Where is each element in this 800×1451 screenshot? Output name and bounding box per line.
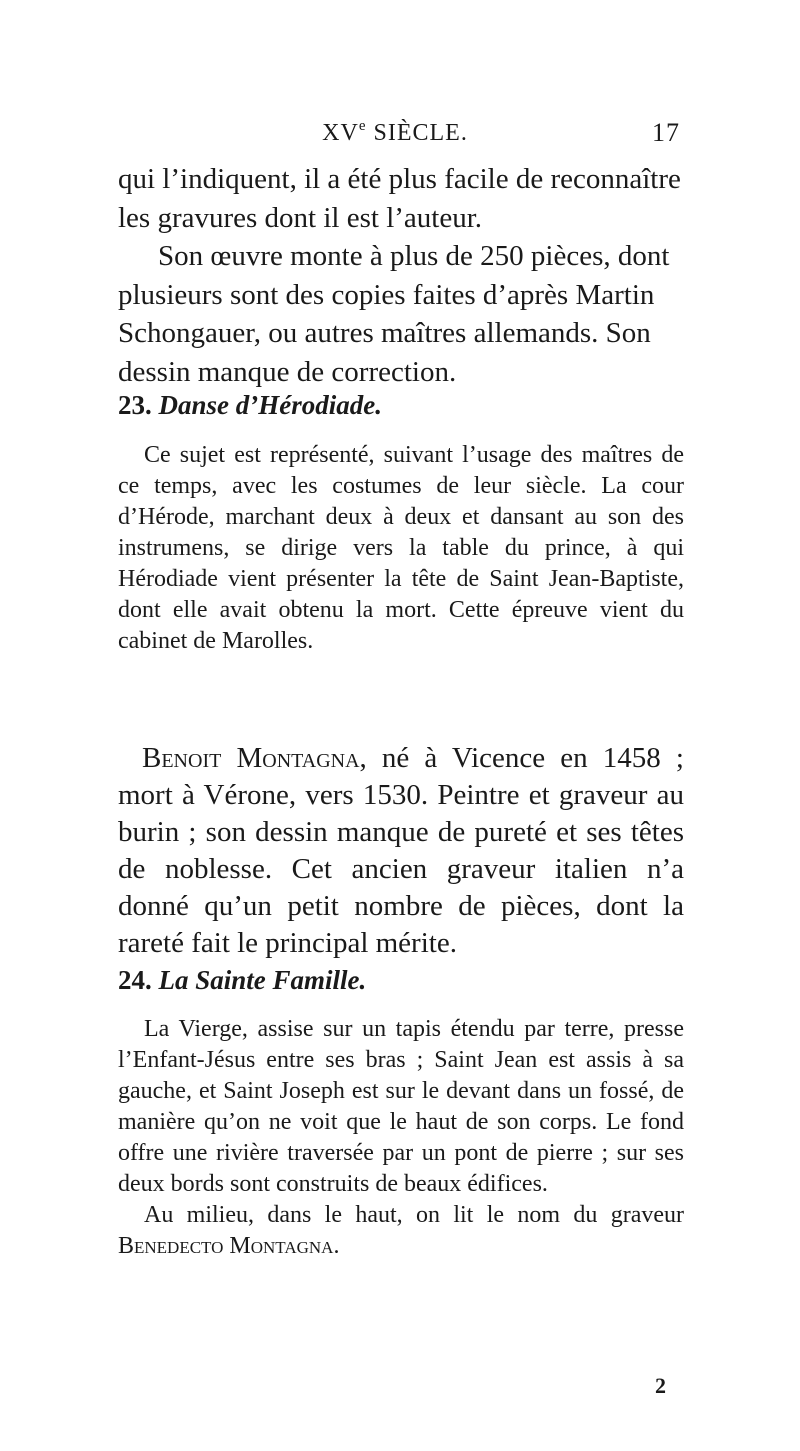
lead-paragraphs: [118, 160, 684, 391]
engraver-name: Benedecto Montagna: [118, 1233, 334, 1259]
running-title: XVe SIÈCLE.: [322, 118, 468, 146]
artist-biography: [118, 740, 684, 962]
biography-text: , né à Vicence en 1458 ; mort à Vérone, vers 1530. Peintre et graveur au burin ; son dessin manque de pureté et ses têtes de noblesse. Cet ancien graveur italien n’a donné qu’un petit nombre de pièces, dont la rareté fait le principal mérite.: [118, 742, 684, 959]
artist-name: Benoit Montagna: [142, 742, 360, 774]
continued-paragraph: qui l’indiquent, il a été plus facile de reconnaître les gravures dont il est l’auteur.: [118, 163, 681, 234]
oeuvre-paragraph: Son œuvre monte à plus de 250 pièces, dont plusieurs sont des copies faites d’après Martin Schongauer, ou autres maîtres allemands. Son dessin manque de correction.: [118, 240, 670, 388]
entry-24-description: La Vierge, assise sur un tapis étendu par terre, presse l’Enfant-Jésus entre ses bras ; Saint Jean est assis à sa gauche, et Saint Joseph est sur le devant dans un fossé, de manière qu’on ne voit que le haut de son corps. Le fond offre une rivière traversée par un pont de pierre ; sur ses deux bords sont construits de beaux édifices. Au milieu, dans le haut, on lit le nom du graveur Benedecto Montagna.: [118, 1014, 684, 1262]
entry-24-title: 24. La Sainte Famille.: [118, 965, 367, 995]
entry-23-title: 23. Danse d’Hérodiade.: [118, 390, 382, 420]
page-number: 17: [652, 118, 680, 147]
engraver-note: Au milieu, dans le haut, on lit le nom du graveur Benedecto Montagna.: [118, 1202, 684, 1259]
signature-mark: 2: [655, 1373, 666, 1398]
running-header: [110, 118, 680, 152]
entry-23-description: Ce sujet est représenté, suivant l’usage des maîtres de ce temps, avec les costumes de leur siècle. La cour d’Hérode, marchant deux à deux et dansant au son des instrumens, se dirige vers la table du prince, à qui Hérodiade vient présenter la tête de Saint Jean-Baptiste, dont elle avait obtenu la mort. Cette épreuve vient du cabinet de Marolles.: [118, 442, 684, 654]
